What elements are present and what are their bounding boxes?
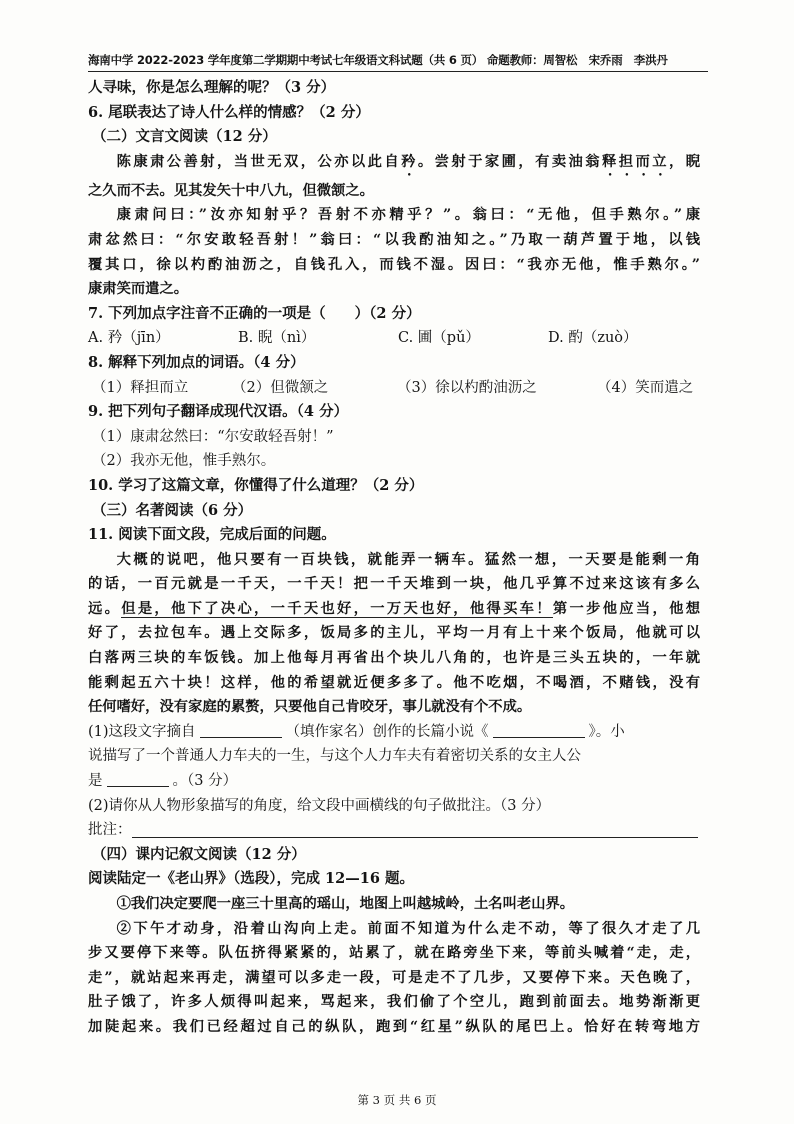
laoshanjie-paragraph-2-line-2: 步又要停下来等。队伍挤得紧紧的，站累了，就在路旁坐下来，等前头喊着“走，走， bbox=[88, 945, 700, 962]
section-3-title: （三）名著阅读（6 分） bbox=[92, 501, 253, 519]
option-d: D. 酌（zuò） bbox=[548, 330, 638, 347]
option-c: C. 圃（pǔ） bbox=[398, 330, 480, 347]
question-11-part-1-cont: 说描写了一个普通人力车夫的一生，与这个人力车夫有着密切关系的女主人公 bbox=[88, 748, 581, 765]
underlined-sentence: 但是，他下了决心，一千天也好，一万天也好，他得买车！ bbox=[121, 600, 553, 617]
question-9: 9. 把下列句子翻译成现代汉语。（4 分） bbox=[88, 403, 349, 421]
novel-line-1: 大概的说吧，他只要有一百块钱，就能弄一辆车。猛然一想，一天要是能剩一角 bbox=[116, 551, 700, 568]
term-4: （4）笑而遣之 bbox=[597, 379, 694, 396]
dotted-char-jin: 矜 bbox=[401, 153, 418, 170]
section-4-title: （四）课内记叙文阅读（12 分） bbox=[92, 845, 306, 863]
novel-line-4: 好了，去拉包车。遇上交际多，饭局多的主儿，平均一月有上十来个饭局，他就可以 bbox=[88, 625, 700, 642]
classical-paragraph-1: 陈康肃公善射，当世无双，公亦以此自矜。尝射于家圃，有卖油翁释担而立，睨 bbox=[116, 153, 701, 170]
page-footer: 第 3 页 共 6 页 bbox=[357, 1093, 437, 1107]
question-12-stem: 阅读陆定一《老山界》（选段），完成 12—16 题。 bbox=[88, 870, 414, 888]
laoshanjie-paragraph-2-line-1: ②下午才动身，沿着山沟向上走。前面不知道为什么走不动，等了很久才走了几 bbox=[116, 920, 700, 937]
laoshanjie-paragraph-2-line-4: 肚子饿了，许多人烦得叫起来，骂起来，我们偷了个空儿，跑到前面去。地势渐渐更 bbox=[88, 994, 700, 1011]
novel-line-7: 任何嗜好，没有家庭的累赘，只要他自己肯咬牙，事儿就没有个不成。 bbox=[88, 699, 532, 716]
question-8: 8. 解释下列加点的词语。（4 分） bbox=[88, 353, 305, 371]
question-8-items bbox=[88, 376, 700, 401]
question-11-part-1: (1)这段文字摘自 （填作家名）创作的长篇小说《 》。小 bbox=[88, 723, 625, 740]
q5-tail: 人寻味，你是怎么理解的呢？（3 分） bbox=[88, 79, 336, 96]
page-header: 海南中学 2022-2023 学年度第二学期期中考试七年级语文科试题（共 6 页） 命题教师：周智松 宋乔雨 李洪丹 bbox=[88, 52, 708, 72]
heroine-blank[interactable] bbox=[107, 771, 169, 787]
question-9-sentence-1: （1）康肃忿然曰：“尔安敢轻吾射！” bbox=[92, 428, 334, 445]
section-2-title: （二）文言文阅读（12 分） bbox=[92, 128, 277, 146]
question-11: 11. 阅读下面文段，完成后面的问题。 bbox=[88, 526, 336, 544]
classical-paragraph-2-line-2: 肃忿然曰：“尔安敢轻吾射！”翁曰：“以我酌油知之。”乃取一葫芦置于地，以钱 bbox=[88, 231, 700, 248]
novel-line-6: 能剩起五六十块！这样，他的希望就近便多多了。他不吃烟，不喝酒，不赌钱，没有 bbox=[88, 674, 700, 691]
question-7: 7. 下列加点字注音不正确的一项是（ ）（2 分） bbox=[88, 304, 421, 322]
laoshanjie-paragraph-2-line-3: 走”，就站起来再走，满望可以多走一段，可是走不了几步，又要停下来。天色晚了， bbox=[88, 969, 700, 986]
option-a: A. 矜（jīn） bbox=[88, 330, 170, 347]
novel-line-3: 远。但是，他下了决心，一千天也好，一万天也好，他得买车！第一步他应当，他想 bbox=[88, 600, 701, 617]
option-b: B. 睨（nì） bbox=[238, 330, 316, 347]
laoshanjie-paragraph-1: ①我们决定要爬一座三十里高的瑶山，地图上叫越城岭，土名叫老山界。 bbox=[116, 896, 575, 912]
classical-paragraph-2-line-4: 康肃笑而遣之。 bbox=[88, 281, 189, 298]
author-blank[interactable] bbox=[200, 722, 282, 738]
laoshanjie-paragraph-2-line-5: 加陡起来。我们已经超过自己的纵队，跑到“红星”纵队的尾巴上。恰好在转弯地方 bbox=[88, 1018, 700, 1035]
question-9-sentence-2: （2）我亦无他，惟手熟尔。 bbox=[92, 453, 276, 470]
classical-paragraph-1-cont: 之久而不去。见其发矢十中八九，但微颔之。 bbox=[88, 182, 374, 199]
novel-line-2: 的话，一百元就是一千天，一千天！把一千天堆到一块，他几乎算不过来这该有多么 bbox=[88, 576, 700, 593]
question-6: 6. 尾联表达了诗人什么样的情感？（2 分） bbox=[88, 103, 370, 121]
dotted-phrase-shidan: 释担而立 bbox=[602, 153, 669, 170]
page-content bbox=[88, 76, 700, 1040]
classical-paragraph-2-line-1: 康肃问曰：”汝亦知射乎？吾射不亦精乎？”。翁曰：“无他，但手熟尔。”康 bbox=[116, 207, 700, 224]
question-11-part-2: (2)请你从人物形象描写的角度，给文段中画横线的句子做批注。（3 分） bbox=[88, 797, 551, 814]
question-7-options bbox=[88, 326, 700, 351]
term-3: （3）徐以杓酌油沥之 bbox=[397, 379, 537, 396]
question-11-part-1-end: 是 。（3 分） bbox=[88, 773, 238, 790]
question-10: 10. 学习了这篇文章，你懂得了什么道理？（2 分） bbox=[88, 476, 424, 494]
term-2: （2）但微颔之 bbox=[232, 379, 329, 396]
annotation-row: 批注： bbox=[88, 818, 700, 843]
classical-paragraph-2-line-3: 覆其口，徐以杓酌油沥之，自钱孔入，而钱不湿。因曰：“我亦无他，惟手熟尔。” bbox=[88, 256, 700, 273]
term-1: （1）释担而立 bbox=[92, 379, 189, 396]
novel-title-blank[interactable] bbox=[493, 722, 585, 738]
novel-line-5: 白落两三块的车饭钱。加上他每月再省出个块儿八角的，也许是三头五块的，一年就 bbox=[88, 650, 700, 667]
annotation-line[interactable] bbox=[132, 819, 698, 838]
